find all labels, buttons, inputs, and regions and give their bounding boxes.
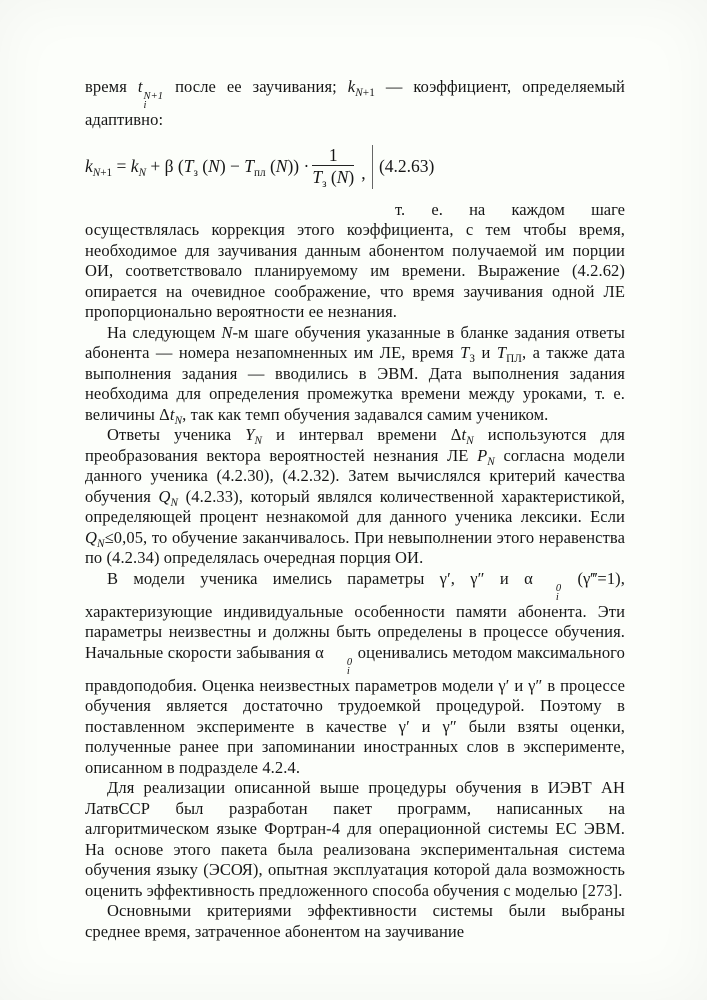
- paragraph-body-2: Ответы ученика $Y_N$ и интервал времени $\Delta t_N$ используются для преобразования вектора вероятностей незнания ЛЕ $P_N$ согласна модели данного ученика (4.2.30), (4.2.32). Затем вычислялся критерий качества обучения $Q_N$ (4.2.33), который являлся количественной характеристикой, определяющей процент незнакомой для данного ученика лексики. Если $Q_N\le 0,05$, то обучение заканчивалось. При невыполнении этого неравенства по (4.2.34) определялась очередная порция ОИ.: [85, 425, 625, 567]
- paragraph-body-4: Для реализации описанной выше процедуры обучения в ИЭВТ АН ЛатвССР был разработан пакет программ, написанных на алгоритмическом языке Фортран-4 для операционной системы ЕС ЭВМ. На основе этого пакета была реализована экспериментальная система обучения языку (ЭСОЯ), опытная эксплуатация которой дала возможность оценить эффективность предложенного способа обучения с моделью [273].: [85, 778, 625, 900]
- paragraph-body-1: На следующем N-м шаге обучения указанные в бланке задания ответы абонента — номера незапомненных им ЛЕ, время $T_З$ и $T_{ПЛ}$, а также дата выполнения задания — вводились в ЭВМ. Дата выполнения задания необходима для определения промежутка времени между уроками, т. е. величины $\Delta t_N$, так как темп обучения задавался самим учеником.: [85, 322, 625, 427]
- fraction: [312, 145, 355, 190]
- stacked-sub-sup: 0 i: [555, 582, 562, 603]
- fraction-denominator: $T_з$ (N): [312, 167, 355, 190]
- vertical-rule: [372, 145, 373, 189]
- body-paragraphs: [85, 323, 625, 943]
- equation-lhs: $k_{N+1} = k_N + \beta$ ($T_з$ $(N) - T_{пл}$ (N)) ·: [85, 156, 310, 179]
- paragraph-body-5: Основными критериями эффективности системы были выбраны среднее время, затраченное абонентом на заучивание: [85, 901, 625, 941]
- equation-number: (4.2.63): [378, 156, 435, 176]
- paragraph-continuation: осуществлялась коррекция этого коэффициента, с тем чтобы время, необходимое для заучивания данным абонентом получаемой им порции ОИ, соответствовало планируемому им времени. Выражение (4.2.62) опирается на очевидное соображение, что время заучивания одной ЛЕ пропорционально вероятности ее незнания.: [85, 220, 625, 321]
- equation-comma: ,: [361, 163, 366, 183]
- stacked-sub-sup: 0 i: [346, 656, 353, 677]
- paragraph-continuation-first-line: т. е. на каждом шаге: [395, 199, 625, 219]
- stacked-sub-sup: N+1 i: [143, 91, 164, 111]
- paragraph-body-3: В модели ученика имелись параметры γ′, γ″ и α 0 i (γ‴=1), характеризующие индивидуальные особенности памяти абонента. Эти параметры неизвестны и должны быть определены в процессе обучения. Начальные скорости забывания α 0 i оценивались методом максимального правдоподобия. Оценка неизвестных параметров модели γ′ и γ″ в процессе обучения является достаточно трудоемкой процедурой. Поэтому в поставленном эксперименте в качестве γ′ и γ″ были взяты оценки, полученные ранее при запоминании иностранных слов в эксперименте, описанном в подразделе 4.2.4.: [85, 568, 625, 777]
- fraction-numerator: 1: [328, 145, 338, 165]
- equation-4-2-63: [85, 141, 625, 193]
- paragraph-intro: время t N+1 i после ее заучивания; $k_{N+1}$ — коэффициент, определяемый адаптивно:: [85, 77, 625, 129]
